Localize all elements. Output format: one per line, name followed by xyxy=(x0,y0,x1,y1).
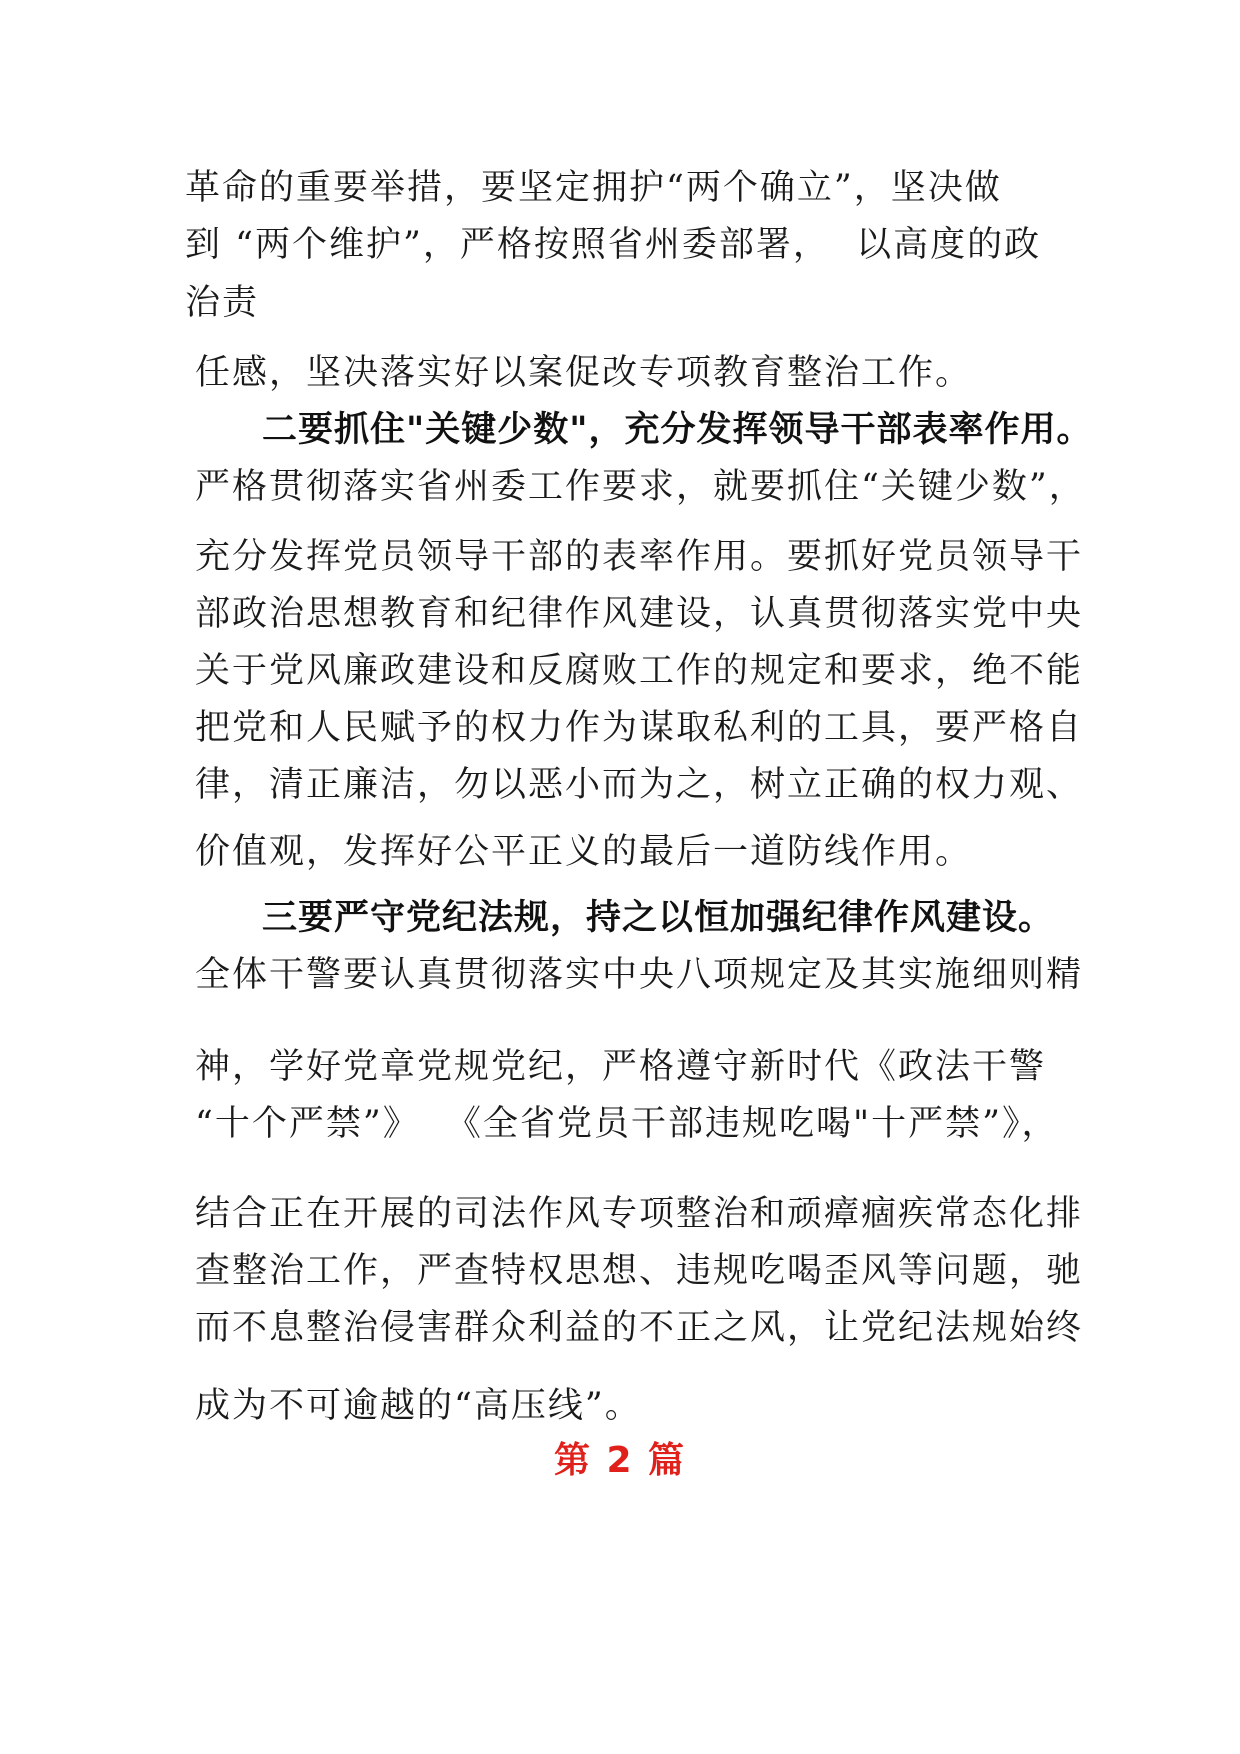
body-line-14: 全体干警要认真贯彻落实中央八项规定及其实施细则精 xyxy=(195,955,1084,995)
body-line-8: 部政治思想教育和纪律作风建设，认真贯彻落实党中央 xyxy=(195,594,1084,634)
body-line-3: 治责 xyxy=(185,283,260,323)
body-line-17: 结合正在开展的司法作风专项整治和顽瘴痼疾常态化排 xyxy=(195,1194,1084,1234)
body-line-7: 充分发挥党员领导干部的表率作用。要抓好党员领导干 xyxy=(195,537,1084,577)
body-line-2: 到 “两个维护”，严格按照省州委部署， 以高度的政 xyxy=(185,225,1042,265)
body-line-20: 成为不可逾越的“高压线”。 xyxy=(195,1386,642,1426)
body-line-10: 把党和人民赋予的权力作为谋取私利的工具，要严格自 xyxy=(195,708,1084,748)
section-number-label: 第 2 篇 xyxy=(553,1440,687,1481)
body-line-4: 任感，坚决落实好以案促改专项教育整治工作。 xyxy=(195,353,973,393)
body-line-15: 神，学好党章党规党纪，严格遵守新时代《政法干警 xyxy=(195,1047,1047,1087)
body-line-19: 而不息整治侵害群众利益的不正之风，让党纪法规始终 xyxy=(195,1308,1084,1348)
body-line-16: “十个严禁”》 《全省党员干部违规吃喝"十严禁”》， xyxy=(195,1104,1059,1144)
body-line-9: 关于党风廉政建设和反腐败工作的规定和要求，绝不能 xyxy=(195,651,1084,691)
body-line-18: 查整治工作，严查特权思想、违规吃喝歪风等问题，驰 xyxy=(195,1251,1084,1291)
section-heading-2: 二要抓住"关键少数"，充分发挥领导干部表率作用。 xyxy=(262,410,1093,450)
section-heading-3: 三要严守党纪法规，持之以恒加强纪律作风建设。 xyxy=(262,898,1055,938)
body-line-12: 价值观，发挥好公平正义的最后一道防线作用。 xyxy=(195,832,973,872)
body-line-11: 律，清正廉洁，勿以恶小而为之，树立正确的权力观、 xyxy=(195,765,1084,805)
body-line-6: 严格贯彻落实省州委工作要求，就要抓住“关键少数”， xyxy=(195,467,1086,507)
body-line-1: 革命的重要举措，要坚定拥护“两个确立”，坚决做 xyxy=(185,168,1002,208)
